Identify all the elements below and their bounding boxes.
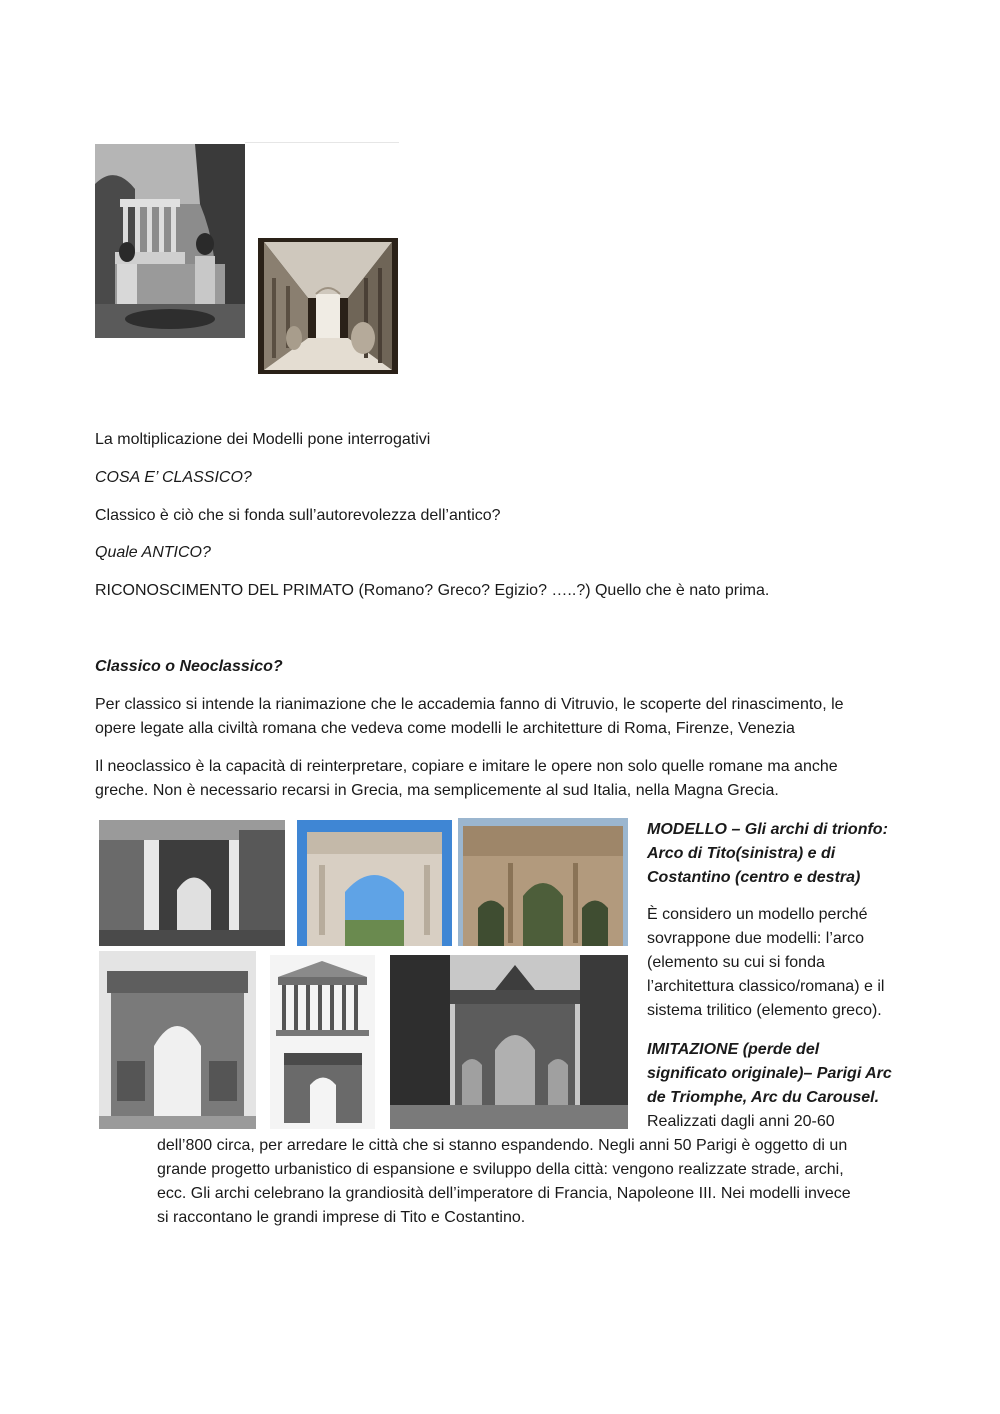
image-frame-line bbox=[245, 142, 399, 143]
gallery-corridor-photo bbox=[258, 238, 398, 374]
imitazione-caption: significato originale)– Parigi Arc bbox=[647, 1065, 892, 1082]
modello-caption: MODELLO – Gli archi di trionfo: bbox=[647, 821, 888, 838]
paragraph-line: opere legate alla civiltà romana che vedeva come modelli le architetture di Roma, Firenze, Venezia bbox=[95, 720, 795, 737]
modello-description: l’architettura classico/romana) e il bbox=[647, 978, 885, 995]
modello-description: È considero un modello perché bbox=[647, 906, 868, 923]
section-heading: Classico o Neoclassico? bbox=[95, 658, 283, 675]
imitazione-caption: de Triomphe, Arc du Carousel. bbox=[647, 1089, 880, 1106]
garden-temple-photo bbox=[95, 144, 245, 338]
arc-de-triomphe-photo bbox=[99, 951, 256, 1129]
paragraph-line: Il neoclassico è la capacità di reinterpretare, copiare e imitare le opere non solo quelle romane ma anche bbox=[95, 758, 838, 775]
closing-paragraph-line: ecc. Gli archi celebrano la grandiosità dell’imperatore di Francia, Napoleone III. Nei modelli invece bbox=[157, 1185, 851, 1202]
intro-line: La moltiplicazione dei Modelli pone interrogativi bbox=[95, 431, 431, 448]
intro-line: Classico è ciò che si fonda sull’autorevolezza dell’antico? bbox=[95, 507, 501, 524]
modello-description: (elemento su cui si fonda bbox=[647, 954, 825, 971]
question-antico: Quale ANTICO? bbox=[95, 544, 211, 561]
arch-of-titus-engraving bbox=[99, 820, 285, 946]
madeleine-and-carousel-plates bbox=[270, 955, 375, 1129]
arch-of-constantine-photo bbox=[458, 818, 628, 946]
paragraph-line: Per classico si intende la rianimazione che le accademia fanno di Vitruvio, le scoperte del rinascimento, le bbox=[95, 696, 844, 713]
arch-of-titus-photo bbox=[297, 820, 452, 946]
imitazione-description: Realizzati dagli anni 20-60 bbox=[647, 1113, 835, 1130]
munich-siegestor-photo bbox=[390, 955, 628, 1129]
closing-paragraph-line: si raccontano le grandi imprese di Tito e Costantino. bbox=[157, 1209, 526, 1226]
modello-description: sistema trilitico (elemento greco). bbox=[647, 1002, 882, 1019]
closing-paragraph-line: dell’800 circa, per arredare le città che si stanno espandendo. Negli anni 50 Parigi è oggetto di un bbox=[157, 1137, 848, 1154]
modello-caption: Costantino (centro e destra) bbox=[647, 869, 861, 886]
closing-paragraph-line: grande progetto urbanistico di espansione e sviluppo della città: vengono realizzate strade, archi, bbox=[157, 1161, 844, 1178]
imitazione-caption: IMITAZIONE (perde del bbox=[647, 1041, 820, 1058]
modello-caption: Arco di Tito(sinistra) e di bbox=[647, 845, 836, 862]
modello-description: sovrappone due modelli: l’arco bbox=[647, 930, 865, 947]
question-classico: COSA E’ CLASSICO? bbox=[95, 469, 252, 486]
primato-line: RICONOSCIMENTO DEL PRIMATO (Romano? Greco? Egizio? …..?) Quello che è nato prima. bbox=[95, 582, 770, 599]
paragraph-line: greche. Non è necessario recarsi in Grecia, ma semplicemente al sud Italia, nella Magna Grecia. bbox=[95, 782, 779, 799]
